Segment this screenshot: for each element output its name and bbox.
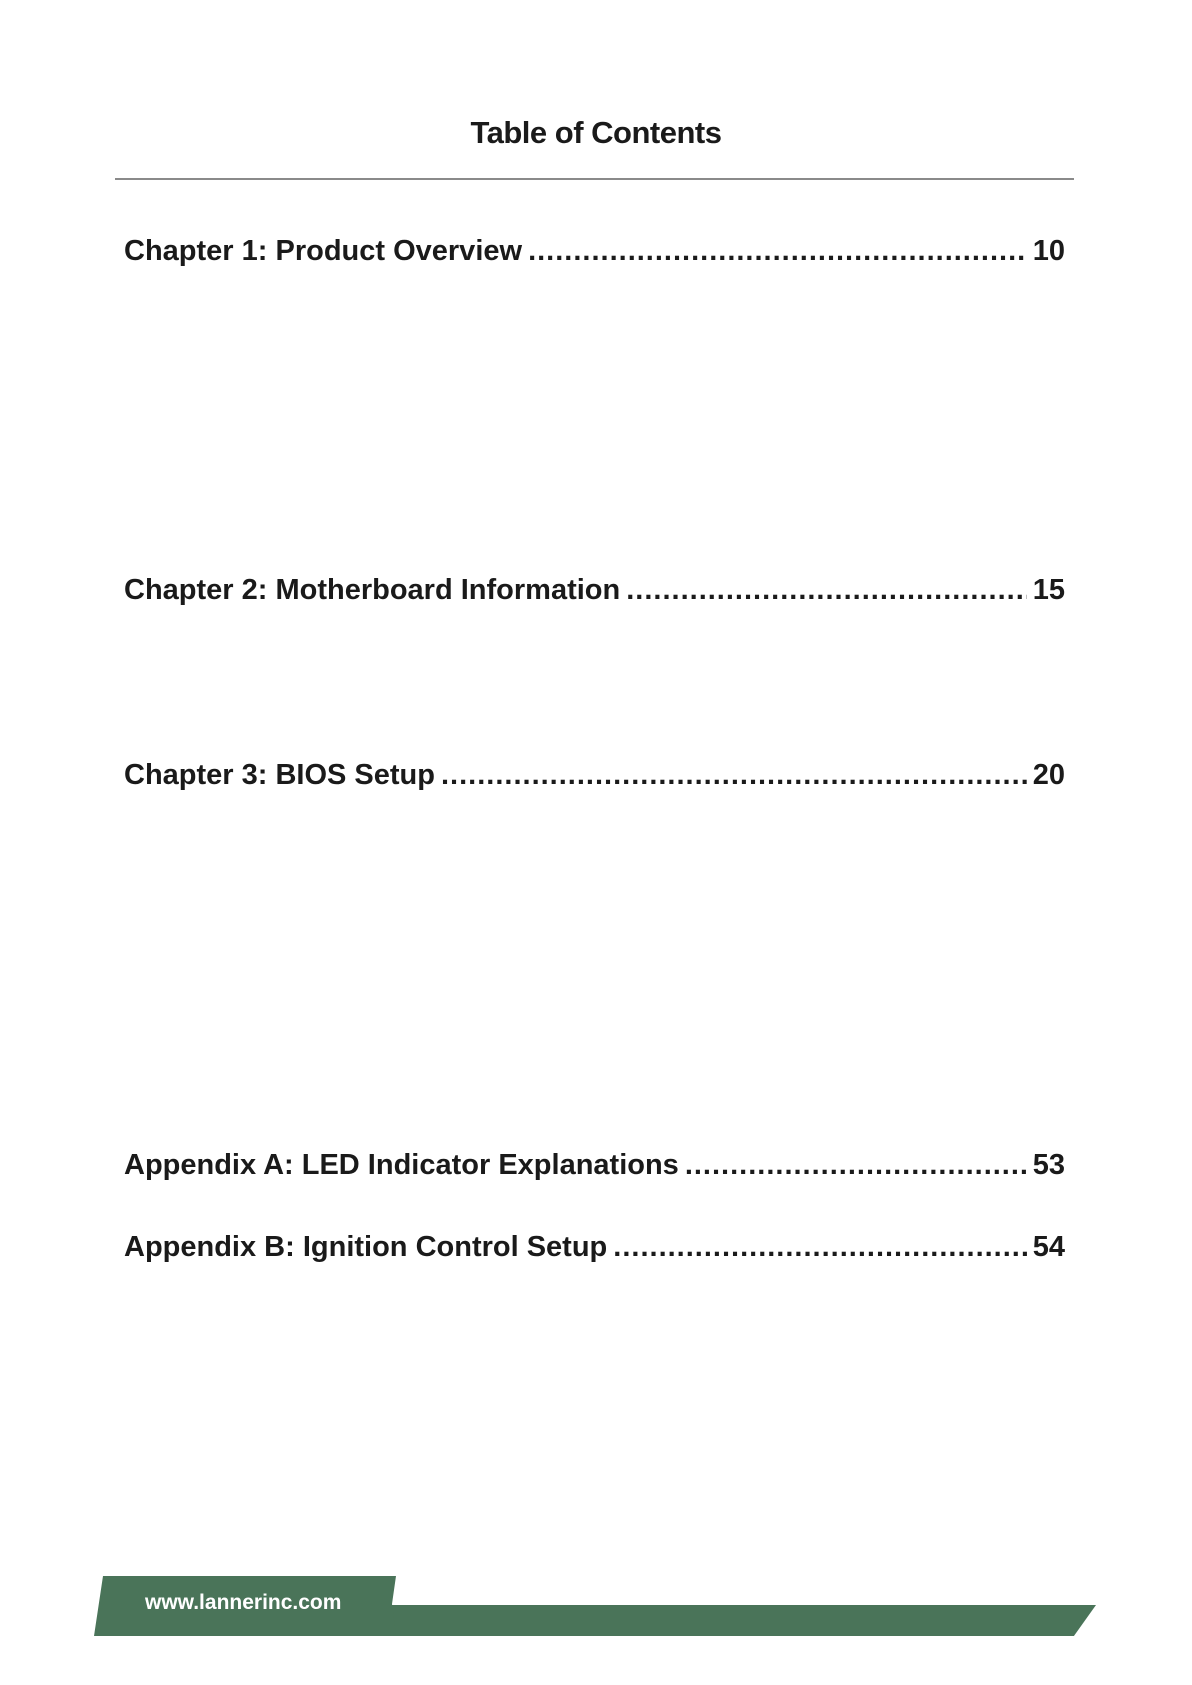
dot-leader — [626, 574, 1027, 607]
toc-entry-label: Appendix B: Ignition Control Setup — [124, 1231, 608, 1263]
toc-entry-chapter-1[interactable] — [124, 235, 1065, 268]
toc-page-number: 10 — [1032, 235, 1065, 267]
toc-entry-label: Appendix A: LED Indicator Explanations — [124, 1149, 679, 1181]
toc-entry-chapter-3[interactable] — [124, 759, 1065, 792]
toc-entry-appendix-b[interactable] — [124, 1231, 1065, 1264]
toc-entry-label: Chapter 2: Motherboard Information — [124, 574, 621, 606]
footer-bar — [360, 1605, 1096, 1636]
dot-leader — [613, 1231, 1027, 1264]
toc-entry-label: Chapter 3: BIOS Setup — [124, 759, 435, 791]
toc-page-number: 53 — [1032, 1149, 1065, 1181]
toc-entry-label: Chapter 1: Product Overview — [124, 235, 523, 267]
footer-url-link[interactable]: www.lannerinc.com — [145, 1591, 342, 1614]
dot-leader — [685, 1149, 1027, 1182]
page-title: Table of Contents — [470, 115, 722, 150]
toc-page-number: 15 — [1032, 574, 1065, 606]
toc-entry-appendix-a[interactable] — [124, 1149, 1065, 1182]
toc-page-number: 20 — [1032, 759, 1065, 791]
dot-leader — [528, 235, 1027, 268]
title-divider — [115, 178, 1074, 180]
toc-entry-chapter-2[interactable] — [124, 574, 1065, 607]
toc-page-number: 54 — [1032, 1231, 1065, 1263]
dot-leader — [441, 759, 1027, 792]
